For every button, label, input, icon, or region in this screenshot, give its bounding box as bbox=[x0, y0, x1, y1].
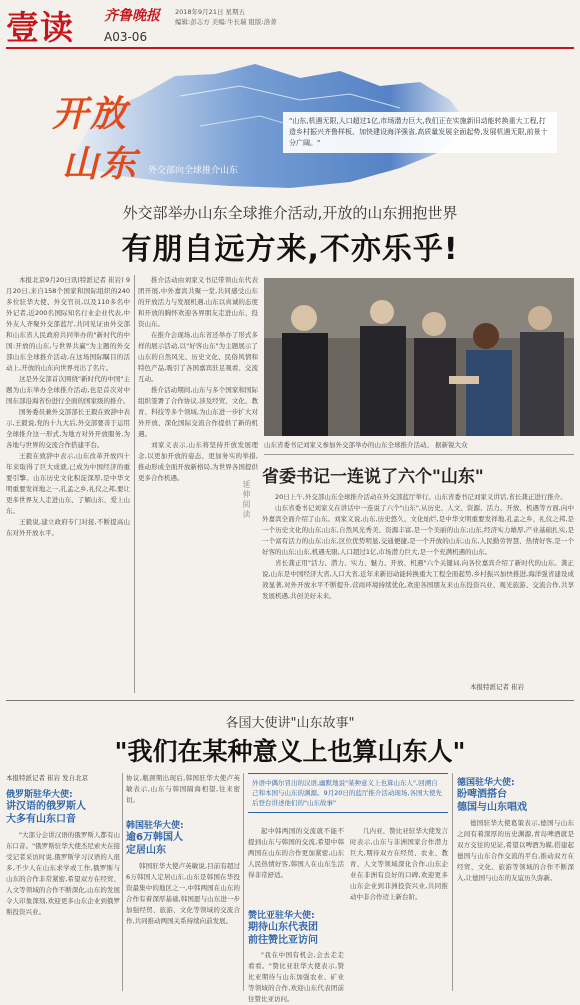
sub-article-paragraph: 省长龚正用"活力、潜力、实力、魅力、开放、机遇"六个关键词,向各位嘉宾介绍了新时代的山东。龚正说,山东是中国经济大省,人口大省,近年来新旧动能转换重大工程全面起势,乡村振兴加快推进,海洋强省建设成效显著,对外开放水平不断提升,营商环境持续优化,欢迎各国朋友来山东投资兴业、观光旅游、交流合作,共享发展机遇,共创美好未来。 bbox=[262, 559, 574, 600]
photo-caption: 山东省委书记刘家义参加外交部举办的山东全球推介活动。 据新锐大众 bbox=[264, 441, 468, 449]
issue-date: 2018年9月21日 星期五 bbox=[175, 8, 246, 16]
sub-article-signature: 本报特派记者 崔岩 bbox=[470, 683, 525, 691]
zambia-title: 期待山东代表团 前往赞比亚访问 bbox=[248, 922, 318, 946]
mid-article-paragraph: 在推介会现场,山东省还举办了形式多样的展示活动,以"好客山东"为主题展示了山东的自然风光、历史文化、民俗风情和特色产品,吸引了各国嘉宾驻足观看、交流互动。 bbox=[138, 331, 258, 383]
left-article-paragraph: 本报北京9月20日讯(特派记者 崔岩) 9月20日,来自158个国家和国际组织的240多位驻华大使、外交官员,以及110多名中外记者,近200名国际知名行业企业代表,中外友人齐聚外交部蓝厅,共同见证由外交部和山东省人民政府共同举办的"新时代的中国:开放的山东,与世界共赢"为主题的外交部山东全球推介活动,在这场国际瞩目的活动上,开放的山东向世界亮出了名片。 bbox=[6, 276, 130, 372]
korea-text: 韩国驻华大使卢英敏说,目前有超过6万韩国人定居山东,山东是韩国在华投资最集中的地区之一,中韩两国在山东的合作有着深厚基础,韩国愿与山东进一步加强经贸、旅游、文化等领域的交流合作,共同推动两国关系持续向前发展。 bbox=[126, 862, 240, 925]
germany-title: 盼啤酒搭台 德国与山东唱戏 bbox=[457, 789, 527, 813]
russia-title: 讲汉语的俄罗斯人 大多有山东口音 bbox=[6, 801, 86, 825]
page-number: A03-06 bbox=[104, 30, 148, 44]
paper-logo: 齐鲁晚报 bbox=[104, 8, 160, 24]
mid-article-paragraph: 刘家义表示,山东将坚持开放发展理念,以更加开放的姿态、更加务实的举措,推动形成全面开放新格局,为世界各国提供更多合作机遇。 bbox=[138, 441, 258, 482]
banner-subtitle: 外交部向全球推介山东 bbox=[148, 166, 239, 176]
korea-title: 逾6万韩国人 定居山东 bbox=[126, 832, 183, 856]
sub-article-title: 省委书记一连说了六个"山东" bbox=[262, 467, 484, 487]
extended-reading-label: 延伸阅读 bbox=[242, 480, 251, 520]
germany-head: 德国驻华大使: bbox=[457, 778, 515, 788]
header-rule bbox=[6, 47, 574, 49]
korea-head: 韩国驻华大使: bbox=[126, 821, 184, 831]
section-title: 壹读 bbox=[6, 8, 74, 47]
banner bbox=[0, 56, 580, 191]
mid-article-paragraph: 推介活动由刘家义书记带领山东代表团开展,中外嘉宾共聚一堂,共同感受山东的开放活力与发展机遇,山东以真诚的态度和开放的胸怀欢迎各界朋友走进山东、投资山东。 bbox=[138, 276, 258, 328]
column-divider bbox=[122, 773, 123, 991]
sub-article-paragraph: 山东省委书记刘家义在讲话中一连说了六个"山东",从历史、人文、资源、活力、开放、机遇等方面,向中外嘉宾全面介绍了山东。刘家义说,山东,历史悠久、文化灿烂,是中华文明重要发祥地,孔孟之乡、礼仪之邦,是一个历史文化的山东;山东,自然风光秀美、资源丰富,是一个美丽的山东;山东,经济实力雄厚,产业基础扎实,是一个富有活力的山东;山东,区位优势明显,交通便捷,是一个开放的山东;山东,人民勤劳智慧、热情好客,是一个好客的山东;山东,机遇无限,人口超过1亿,市场潜力巨大,是一个充满机遇的山东。 bbox=[262, 504, 574, 556]
bottom-byline: 本报特派记者 崔岩 发自北京 bbox=[6, 774, 89, 782]
russia-head: 俄罗斯驻华大使: bbox=[6, 790, 73, 800]
column-divider bbox=[243, 773, 244, 991]
mid-article-paragraph: 推介活动期间,山东与多个国家和国际组织签署了合作协议,涉及经贸、文化、教育、科技等多个领域,为山东进一步扩大对外开放、深化国际交流合作提供了新的机遇。 bbox=[138, 386, 258, 438]
main-headline: 有朋自远方来,不亦乐乎! bbox=[121, 232, 459, 267]
news-photo bbox=[264, 278, 574, 436]
banner-title-open: 开放 bbox=[52, 94, 129, 135]
section2-headline: "我们在某种意义上也算山东人" bbox=[114, 737, 466, 766]
column-divider bbox=[134, 275, 135, 693]
photo-illustration bbox=[264, 278, 574, 436]
left-article-paragraph: 王毅说,建立政府专门对接,不断提高山东对外开放水平。 bbox=[6, 518, 130, 537]
main-kicker: 外交部举办山东全球推介活动,开放的山东拥抱世界 bbox=[122, 204, 458, 222]
sub-article-body bbox=[262, 492, 574, 680]
left-article-paragraph: 国务委员兼外交部部长王毅在致辞中表示,王毅说,党的十九大后,外交部要善于运用全球推介这一形式,为地方对外开放服务,为各地与世界的交流合作搭建平台。 bbox=[6, 408, 130, 449]
germany-text: 德国驻华大使葛策表示,德国与山东之间有着深厚的历史渊源,青岛啤酒就是双方交往的见证,希望以啤酒为媒,搭建起德国与山东合作交流的平台,推动双方在经贸、文化、旅游等领域的合作不断深入,让德国与山东的友谊历久弥新。 bbox=[457, 819, 574, 882]
russia-text: "大部分会讲汉语的俄罗斯人都有山东口音。"俄罗斯驻华大使杰尼索夫在接受记者采访时说,俄罗斯学习汉语的人很多,不少人在山东求学或工作,俄罗斯与山东的合作非常紧密,希望双方在经贸、人文等领域的合作不断深化,山东的发展令人印象深刻,欢迎更多山东企业到俄罗斯投资兴业。 bbox=[6, 831, 120, 916]
left-article bbox=[6, 275, 130, 695]
col3-text: 起中韩两国的交流就不能不提到山东与韩国的交流,希望中韩两国在山东的合作更加紧密,山东人民热情好客,韩国人在山东生活得非常舒适。 bbox=[248, 827, 344, 879]
left-article-paragraph: 这是外交部首次围绕"新时代的中国"主题为山东举办全球推介活动,也是首次对中国东部沿海省份进行全面的国家级的推介。 bbox=[6, 375, 130, 405]
section-divider bbox=[6, 700, 574, 701]
sub-article-paragraph: 20日上午,外交部山东全球推介活动在外交部蓝厅举行。山东省委书记刘家义讲话,省长龚正进行推介。 bbox=[275, 493, 567, 501]
zambia-head: 赞比亚驻华大使: bbox=[248, 911, 315, 921]
korea-intro: 协议,瓶颈期出现后,韩国驻华大使卢英敏表示,山东与韩国隔海相望,往来密切。 bbox=[126, 774, 240, 804]
zambia-text: "我在中国有机会,会去走走看看。"赞比亚驻华大使表示,赞比亚期待与山东加强农业、矿业等领域的合作,欢迎山东代表团前往赞比亚访问。 bbox=[248, 951, 344, 1003]
intro-box: 外语中偶尔冒出的汉语,幽默地说"某种意义上也算山东人",回溯自己和本国与山东的渊源。9月20日的蓝厅推介活动现场,各国大使先后登台讲述他们的"山东故事" bbox=[248, 773, 448, 813]
col4-text: 几内亚、赞比亚驻华大使发言时表示,山东与非洲国家合作潜力巨大,期待双方在经贸、农业、教育、人文等领域深化合作,山东企业在非洲有良好的口碑,欢迎更多山东企业到非洲投资兴业,共同推动中非合作迈上新台阶。 bbox=[350, 827, 448, 901]
page-header bbox=[0, 0, 580, 50]
banner-quote: "山东,机遇无限,人口超过1亿,市场潜力巨大,我们正在实施新旧动能转换重大工程,打造乡村振兴齐鲁样板、加快建设海洋强省,高质量发展全面起势,发展机遇无限,前景十分广阔。" bbox=[283, 112, 557, 153]
photo-divider bbox=[264, 454, 574, 455]
left-article-paragraph: 王毅在致辞中表示,山东改革开放四十年来取得了巨大成就,已成为中国经济的重要引擎。山东历史文化积淀深厚,是中华文明重要发祥地之一,孔孟之乡,礼仪之邦,要让更多世界友人走进山东、了解山东、爱上山东。 bbox=[6, 452, 130, 515]
banner-title-shandong: 山东 bbox=[62, 144, 139, 185]
section2-kicker: 各国大使讲"山东故事" bbox=[225, 716, 355, 731]
editor-credits: 编辑:彭志方 美编:牛长瑞 组版:洛菁 bbox=[175, 18, 277, 26]
column-divider bbox=[452, 773, 453, 991]
